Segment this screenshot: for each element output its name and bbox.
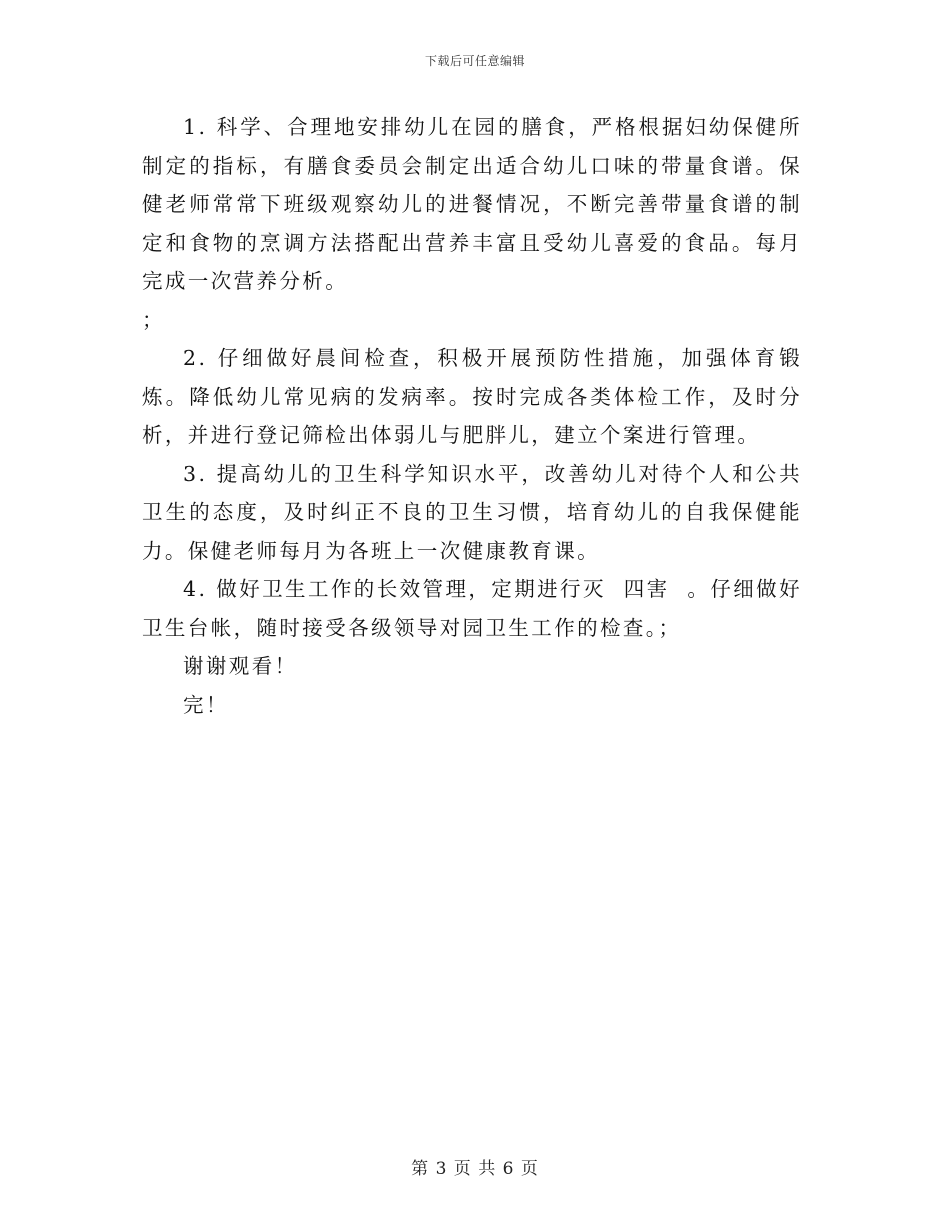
document-body bbox=[142, 108, 802, 724]
paragraph-3: 3. 提高幼儿的卫生科学知识水平，改善幼儿对待个人和公共卫生的态度，及时纠正不良的卫生习惯，培育幼儿的自我保健能力。保健老师每月为各班上一次健康教育课。 bbox=[142, 461, 802, 563]
closing-thanks: 谢谢观看！ bbox=[183, 654, 298, 678]
paragraph-1: 1. 科学、合理地安排幼儿在园的膳食，严格根据妇幼保健所制定的指标，有膳食委员会制定出适合幼儿口味的带量食谱。保健老师常常下班级观察幼儿的进餐情况，不断完善带量食谱的制定和食物的烹调方法搭配出营养丰富且受幼儿喜爱的食品。每月完成一次营养分析。 bbox=[142, 115, 802, 293]
paragraph-semicolon: ； bbox=[142, 307, 165, 332]
page-number bbox=[0, 1154, 950, 1179]
paragraph-2: 2. 仔细做好晨间检查，积极开展预防性措施，加强体育锻炼。降低幼儿常见病的发病率。按时完成各类体检工作，及时分析，并进行登记筛检出体弱儿与肥胖儿，建立个案进行管理。 bbox=[142, 346, 802, 447]
page-number-label: 第 3 页 共 6 页 bbox=[411, 1159, 539, 1179]
closing-end: 完！ bbox=[183, 692, 229, 717]
page-header: 下载后可任意编辑 bbox=[424, 54, 525, 68]
paragraph-4: 4. 做好卫生工作的长效管理，定期进行灭 四害 。仔细做好卫生台帐，随时接受各级领导对园卫生工作的检查。； bbox=[142, 577, 802, 640]
